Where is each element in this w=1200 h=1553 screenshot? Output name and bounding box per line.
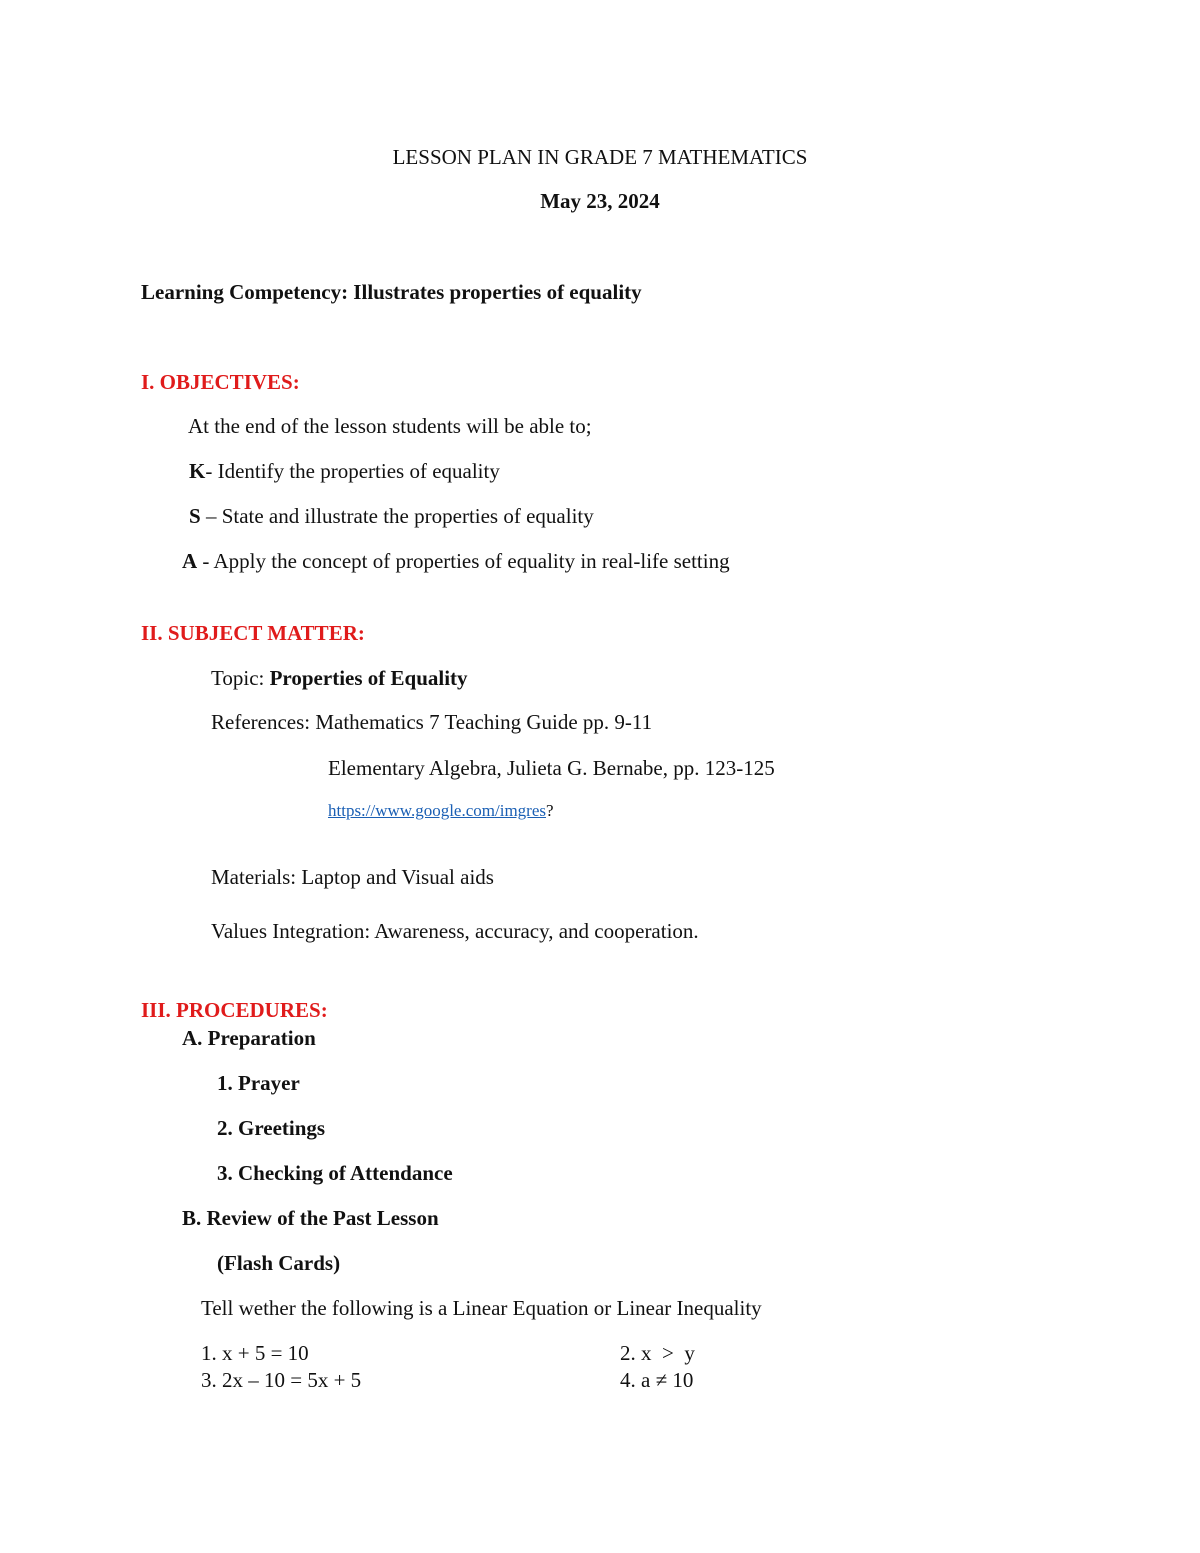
objective-separator: - xyxy=(197,549,214,573)
document-title: LESSON PLAN IN GRADE 7 MATHEMATICS xyxy=(392,145,808,169)
topic-label: Topic: xyxy=(211,666,270,690)
objective-text: Identify the properties of equality xyxy=(217,459,500,483)
reference-link-suffix: ? xyxy=(546,801,554,820)
reference-item: Elementary Algebra, Julieta G. Bernabe, pp. 123-125 xyxy=(328,756,775,780)
reference-link[interactable]: https://www.google.com/imgres xyxy=(328,801,546,820)
reference-item: Mathematics 7 Teaching Guide pp. 9-11 xyxy=(315,710,653,734)
review-item: 1. x + 5 = 10 xyxy=(201,1341,309,1365)
objective-attitude xyxy=(182,549,730,573)
preparation-item: 1. Prayer xyxy=(217,1071,300,1095)
topic-line xyxy=(211,666,468,690)
references-line xyxy=(211,710,652,734)
objective-separator: – xyxy=(200,504,222,528)
objectives-intro: At the end of the lesson students will be able to; xyxy=(188,414,592,438)
review-subheading: (Flash Cards) xyxy=(217,1251,341,1275)
objective-text: Apply the concept of properties of equality in real-life setting xyxy=(213,549,730,573)
preparation-heading: A. Preparation xyxy=(182,1026,316,1050)
objectives-heading: I. OBJECTIVES: xyxy=(141,370,300,394)
review-item: 3. 2x – 10 = 5x + 5 xyxy=(201,1368,362,1392)
review-instruction: Tell wether the following is a Linear Equation or Linear Inequality xyxy=(201,1296,762,1320)
preparation-item: 3. Checking of Attendance xyxy=(217,1161,453,1185)
values-line: Values Integration: Awareness, accuracy, and cooperation. xyxy=(211,919,699,943)
objective-letter: A xyxy=(182,549,198,573)
subject-matter-heading: II. SUBJECT MATTER: xyxy=(141,621,365,645)
preparation-item: 2. Greetings xyxy=(217,1116,326,1140)
objective-letter: K xyxy=(189,459,206,483)
review-item: 4. a ≠ 10 xyxy=(620,1368,694,1392)
review-item: 2. x > y xyxy=(620,1341,695,1365)
procedures-heading: III. PROCEDURES: xyxy=(141,998,328,1022)
objective-separator: - xyxy=(205,459,218,483)
materials-line: Materials: Laptop and Visual aids xyxy=(211,865,494,889)
reference-link-line xyxy=(328,797,554,823)
objective-skill xyxy=(189,504,594,528)
references-label: References: xyxy=(211,710,316,734)
objective-knowledge xyxy=(189,459,500,483)
document-date: May 23, 2024 xyxy=(540,189,660,213)
learning-competency: Learning Competency: Illustrates properties of equality xyxy=(141,280,642,304)
objective-letter: S xyxy=(189,504,201,528)
objective-text: State and illustrate the properties of equality xyxy=(221,504,594,528)
topic-value: Properties of Equality xyxy=(269,666,468,690)
review-heading: B. Review of the Past Lesson xyxy=(182,1206,439,1230)
